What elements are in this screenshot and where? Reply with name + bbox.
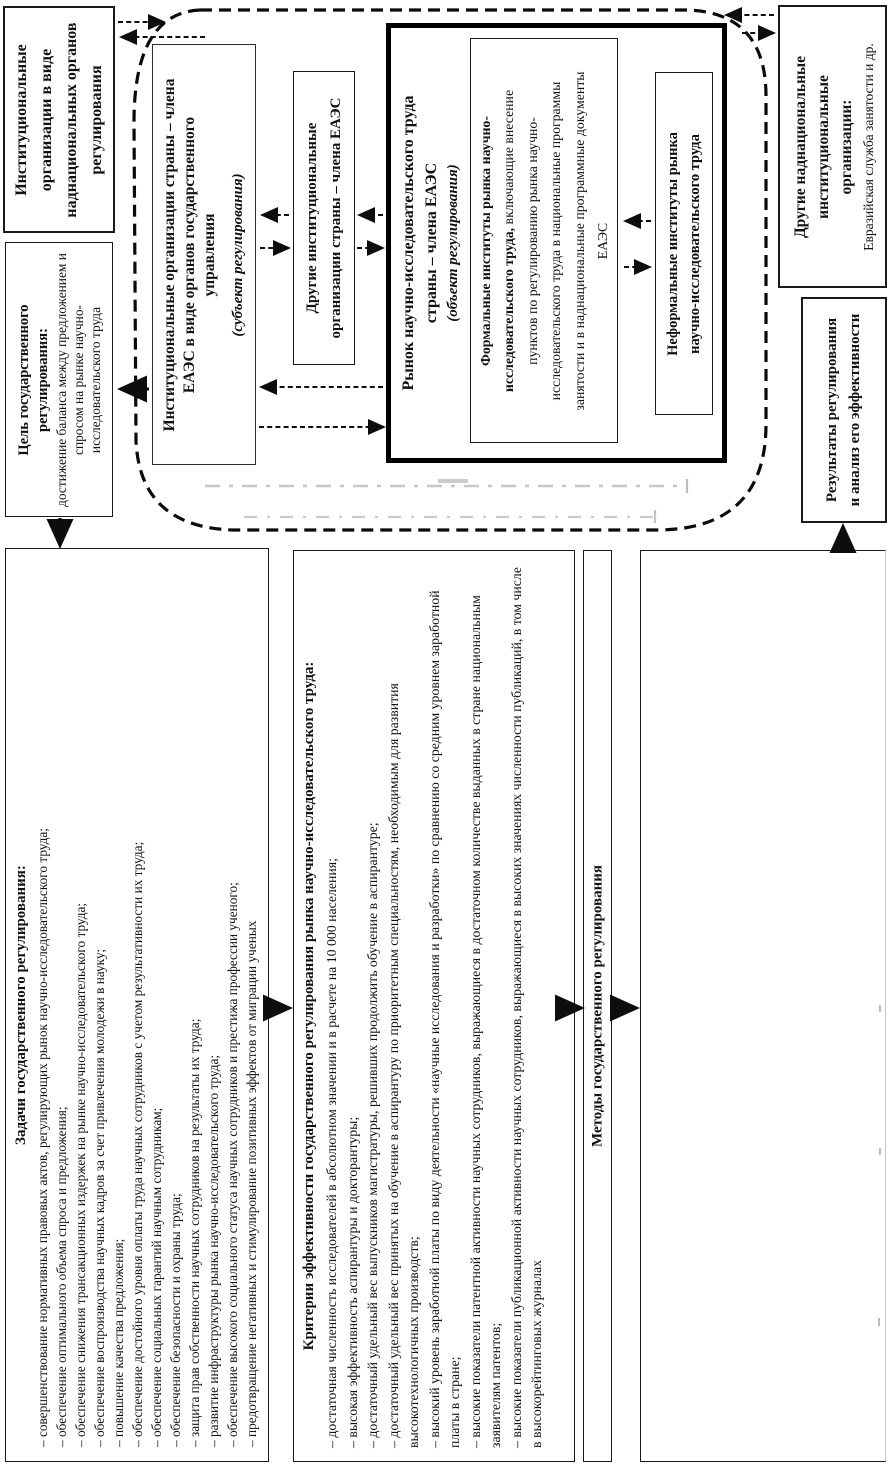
box-regulation-goal xyxy=(5,242,113,517)
box-regulation-results xyxy=(801,297,887,523)
box-regulation-tasks xyxy=(5,548,269,1462)
box-methods-content-empty xyxy=(640,550,886,1462)
box-informal-institutes xyxy=(655,72,713,415)
list-item: – обеспечение достойного уровня оплаты труда научных сотрудников с учетом результативности их труда; xyxy=(130,841,145,1447)
list-item: – повышение качества предложения; xyxy=(111,1238,126,1447)
box-regulation-methods xyxy=(583,550,612,1462)
list-item: – предотвращение негативных и стимулирование позитивных эффектов от миграции ученых xyxy=(244,920,259,1447)
list-item: – достаточная численность исследователей в абсолютном значении и в расчете на 10 000 населения; xyxy=(324,858,339,1448)
list-item: – обеспечение снижения трансакционных издержек на рынке научно-исследовательского труда; xyxy=(73,902,88,1447)
list-item: – совершенствование нормативных правовых актов, регулирующих рынок научно-исследовательского труда; xyxy=(35,828,50,1447)
list-item: – высокий уровень заработной платы по виду деятельности «научные исследования и разработки» по сравнению со средним уровнем заработной платы в стране; xyxy=(426,590,462,1448)
list-item: – обеспечение безопасности и охраны труда; xyxy=(168,1193,183,1447)
list-item: – высокие показатели публикационной активности научных сотрудников, выражающиеся в высоких значениях численности публикаций, в том числе в высокорейтинговых журналах xyxy=(508,567,544,1448)
list-item: – обеспечение оптимального объема спроса и предложения; xyxy=(54,1106,69,1447)
list-item: – высокая эффективность аспирантуры и докторантуры; xyxy=(344,1116,360,1448)
list-item: – обеспечение воспроизводства научных кадров за счет привлечения молодежи в науку; xyxy=(92,948,107,1447)
box-supranational-institutions-label: Институциональные организации в виде наднациональных органов регулирования xyxy=(13,21,105,218)
effectiveness-criteria-list xyxy=(322,564,548,1448)
regulation-subject-title: Институциональные организации страны – члена ЕАЭС в виде органов государственного управления xyxy=(161,78,218,431)
research-labor-market-title: Рынок научно-исследовательского труда страны – члена ЕАЭС xyxy=(400,95,440,391)
formal-institutes-body: включающие внесение пунктов по регулированию рынка научно-исследовательского труда в национальные программы занятости и в наднациональные программные документы ЕАЭС xyxy=(501,70,610,411)
regulation-tasks-list xyxy=(33,563,261,1447)
other-supranational-orgs-body: Евразийская служба занятости и др. xyxy=(860,42,875,251)
box-formal-institutes xyxy=(470,38,618,443)
list-item: – достаточный удельный вес выпускников магистратуры, решивших продолжить обучение в аспирантуре; xyxy=(365,822,380,1448)
formal-institutes-lead: Формальные институты рынка научно-исследовательского труда, xyxy=(477,115,516,392)
regulation-goal-body: достижение баланса между предложением и спросом на рынке научно-исследовательского труда xyxy=(53,252,103,507)
box-other-institutional-orgs xyxy=(293,71,355,365)
research-labor-market-subtitle: (объект регулирования) xyxy=(445,164,461,322)
list-item: – обеспечение социальных гарантий научным сотрудникам; xyxy=(149,1107,164,1447)
list-item: – достаточный удельный вес принятых на обучение в аспирантуру по приоритетным специальностям, необходимым для развития высокотехнологичных производств; xyxy=(385,683,421,1448)
regulation-goal-title: Цель государственного регулирования: xyxy=(15,303,51,456)
effectiveness-criteria-title: Критерии эффективности государственного регулирования рынка научно-исследовательского труда: xyxy=(301,661,317,1351)
regulation-subject-subtitle: (субъект регулирования) xyxy=(230,172,246,337)
research-labor-market-title-area xyxy=(391,30,471,456)
other-institutional-orgs-label: Другие институциональные организации страны – члена ЕАЭС xyxy=(304,97,344,339)
list-item: – высокие показатели патентной активности научных сотрудников, выражающиеся в достаточном количестве выданных в стране национальным заявителям патентов; xyxy=(467,595,503,1448)
box-supranational-institutions xyxy=(3,6,115,233)
box-other-supranational-orgs xyxy=(778,5,887,288)
list-item: – защита прав собственности научных сотрудников на результаты их труда; xyxy=(187,1018,202,1447)
list-item: – развитие инфраструктуры рынка научно-исследовательского труда; xyxy=(206,1054,221,1447)
regulation-results-label: Результаты регулирования и анализ его эффективности xyxy=(823,313,863,507)
list-item: – обеспечение высокого социального статуса научных сотрудников и престижа профессии ученого; xyxy=(225,882,240,1447)
box-regulation-subject xyxy=(152,44,256,465)
formal-institutes-text xyxy=(474,71,615,411)
other-supranational-orgs-title: Другие наднациональные институциональные организации: xyxy=(791,55,854,238)
box-effectiveness-criteria xyxy=(293,550,575,1462)
informal-institutes-label: Неформальные институты рынка научно-исследовательского труда xyxy=(665,131,703,356)
regulation-methods-label: Методы государственного регулирования xyxy=(589,865,605,1148)
regulation-tasks-title: Задачи государственного регулирования: xyxy=(13,865,29,1145)
